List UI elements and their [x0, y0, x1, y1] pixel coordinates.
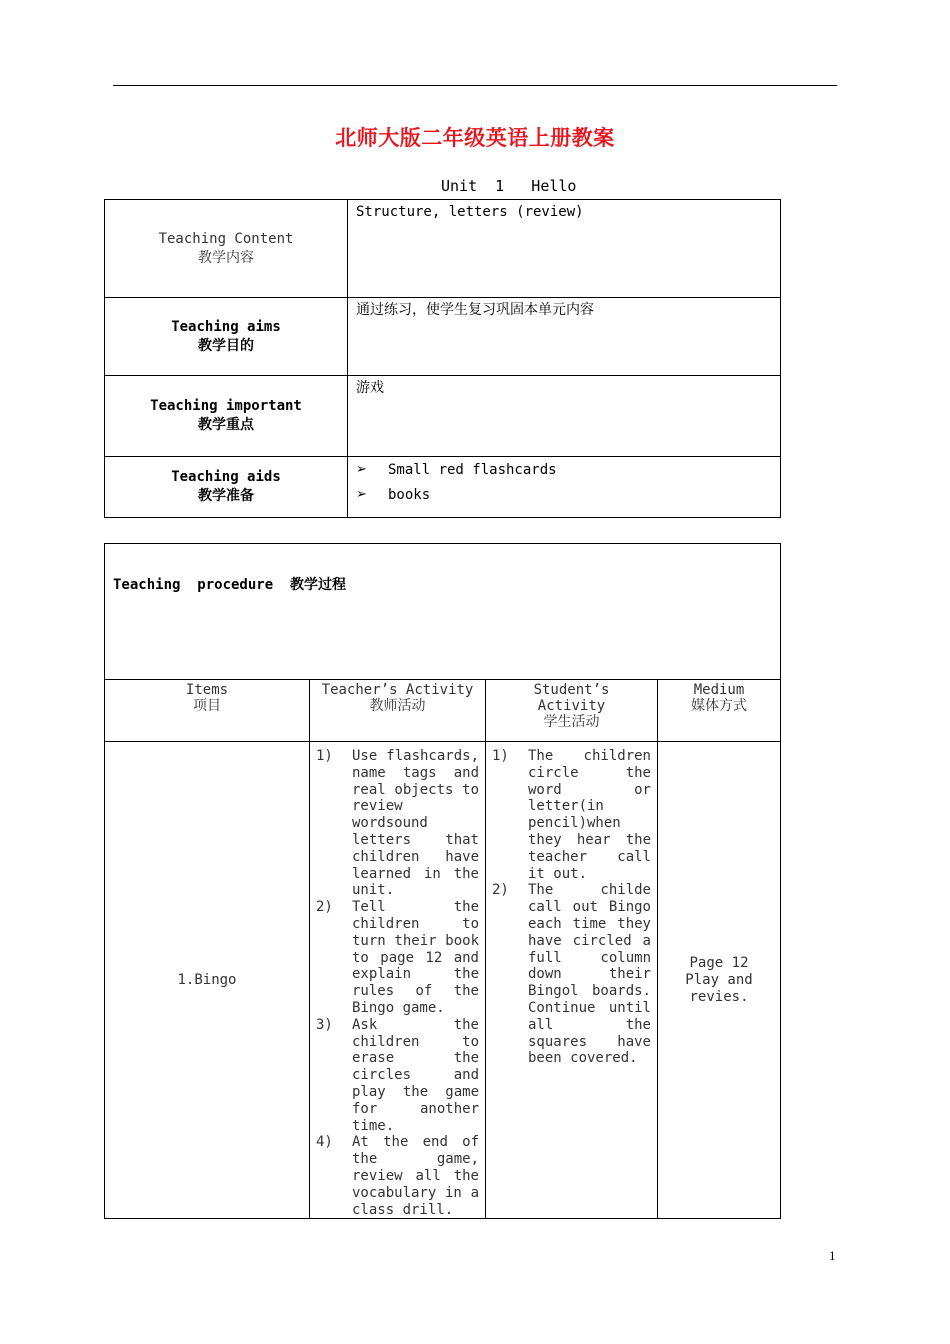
- column-header-zh: 教师活动: [369, 698, 426, 714]
- info-label-zh: 教学目的: [198, 337, 254, 354]
- info-label-en: Teaching aims: [171, 318, 281, 335]
- bullet-item: [348, 482, 780, 507]
- column-header-zh: 媒体方式: [691, 698, 747, 714]
- list-item: [316, 1017, 479, 1135]
- column-header-en: Medium: [693, 682, 745, 698]
- column-header-items: [105, 680, 310, 742]
- header-rule: [113, 85, 837, 86]
- info-label-cell: [105, 457, 348, 518]
- procedure-row: [105, 742, 781, 1219]
- info-label-cell: [105, 376, 348, 457]
- list-number: 4): [316, 1134, 333, 1151]
- arrow-bullet-icon: ➢: [356, 487, 367, 502]
- info-label-en: Teaching important: [150, 398, 302, 414]
- info-value-cell: [348, 376, 781, 457]
- bullet-text: books: [388, 486, 431, 503]
- page-number: 1: [829, 1248, 836, 1263]
- teacher-activity-cell: [310, 742, 486, 1219]
- list-item: [492, 748, 651, 882]
- procedure-heading: Teaching procedure 教学过程: [113, 577, 347, 593]
- info-label-zh: 教学内容: [198, 249, 254, 266]
- column-header-student: [486, 680, 658, 742]
- procedure-heading-cell: [105, 544, 781, 680]
- column-header-zh: 学生活动: [543, 714, 600, 730]
- list-text: Use flashcards, name tags and real objects to review wordsound letters that children have learned in the unit.: [352, 748, 479, 899]
- list-item: [316, 1134, 479, 1218]
- info-row-aids: [105, 457, 781, 518]
- column-header-medium: [658, 680, 781, 742]
- teacher-activity-list: [310, 742, 485, 1218]
- info-value: 通过练习，使学生复习巩固本单元内容: [356, 302, 594, 318]
- info-row-content: [105, 200, 781, 298]
- medium-line: revies.: [689, 988, 749, 1005]
- column-header-zh: 项目: [193, 698, 221, 714]
- info-value-cell: [348, 200, 781, 298]
- info-value-cell: [348, 298, 781, 376]
- procedure-heading-row: [105, 544, 781, 680]
- list-text: At the end of the game, review all the vocabulary in a class drill.: [352, 1134, 479, 1218]
- medium-line: Page 12: [689, 954, 749, 971]
- list-text: Ask the children to erase the circles and play the game for another time.: [352, 1016, 479, 1134]
- student-activity-cell: [486, 742, 658, 1219]
- column-header-en: Teacher’s Activity: [321, 682, 474, 698]
- column-header-teacher: [310, 680, 486, 742]
- info-value-cell: [348, 457, 781, 518]
- list-number: 1): [492, 748, 509, 764]
- info-row-important: [105, 376, 781, 457]
- medium-line: Play and: [685, 971, 753, 988]
- unit-heading: Unit 1 Hello: [441, 177, 577, 195]
- info-label-zh: 教学重点: [198, 417, 254, 433]
- list-text: Tell the children to turn their book to page 12 and explain the rules of the Bingo game.: [352, 899, 479, 1016]
- info-label-zh: 教学准备: [198, 488, 254, 504]
- list-number: 2): [316, 899, 333, 916]
- document-title: 北师大版二年级英语上册教案: [335, 126, 615, 150]
- student-activity-list: [486, 742, 657, 1067]
- bullet-item: [348, 457, 780, 482]
- list-item: [316, 899, 479, 1017]
- info-label-en: Teaching Content: [158, 230, 294, 247]
- info-value: 游戏: [356, 380, 384, 396]
- column-header-en: Items: [185, 682, 229, 698]
- list-item: [492, 882, 651, 1067]
- info-table: [104, 199, 781, 518]
- info-label-cell: [105, 200, 348, 298]
- procedure-item: 1.Bingo: [177, 972, 237, 989]
- medium-cell: [658, 742, 781, 1219]
- bullet-text: Small red flashcards: [388, 461, 557, 478]
- procedure-item-cell: [105, 742, 310, 1219]
- list-number: 1): [316, 748, 333, 764]
- list-number: 2): [492, 882, 509, 899]
- column-header-en: Student’s Activity: [533, 682, 610, 714]
- list-number: 3): [316, 1016, 333, 1033]
- info-value: Structure, letters (review): [356, 204, 584, 220]
- procedure-column-header-row: [105, 680, 781, 742]
- info-label-en: Teaching aids: [171, 469, 281, 485]
- arrow-bullet-icon: ➢: [356, 462, 367, 477]
- info-label-cell: [105, 298, 348, 376]
- list-text: The children circle the word or letter(in pencil)when they hear the teacher call it out.: [528, 748, 651, 882]
- list-item: [316, 748, 479, 899]
- procedure-table: [104, 543, 781, 1219]
- info-row-aims: [105, 298, 781, 376]
- list-text: The childe call out Bingo each time they have circled a full column down their Bingol boards. Continue until all the squares have been covered.: [528, 882, 651, 1067]
